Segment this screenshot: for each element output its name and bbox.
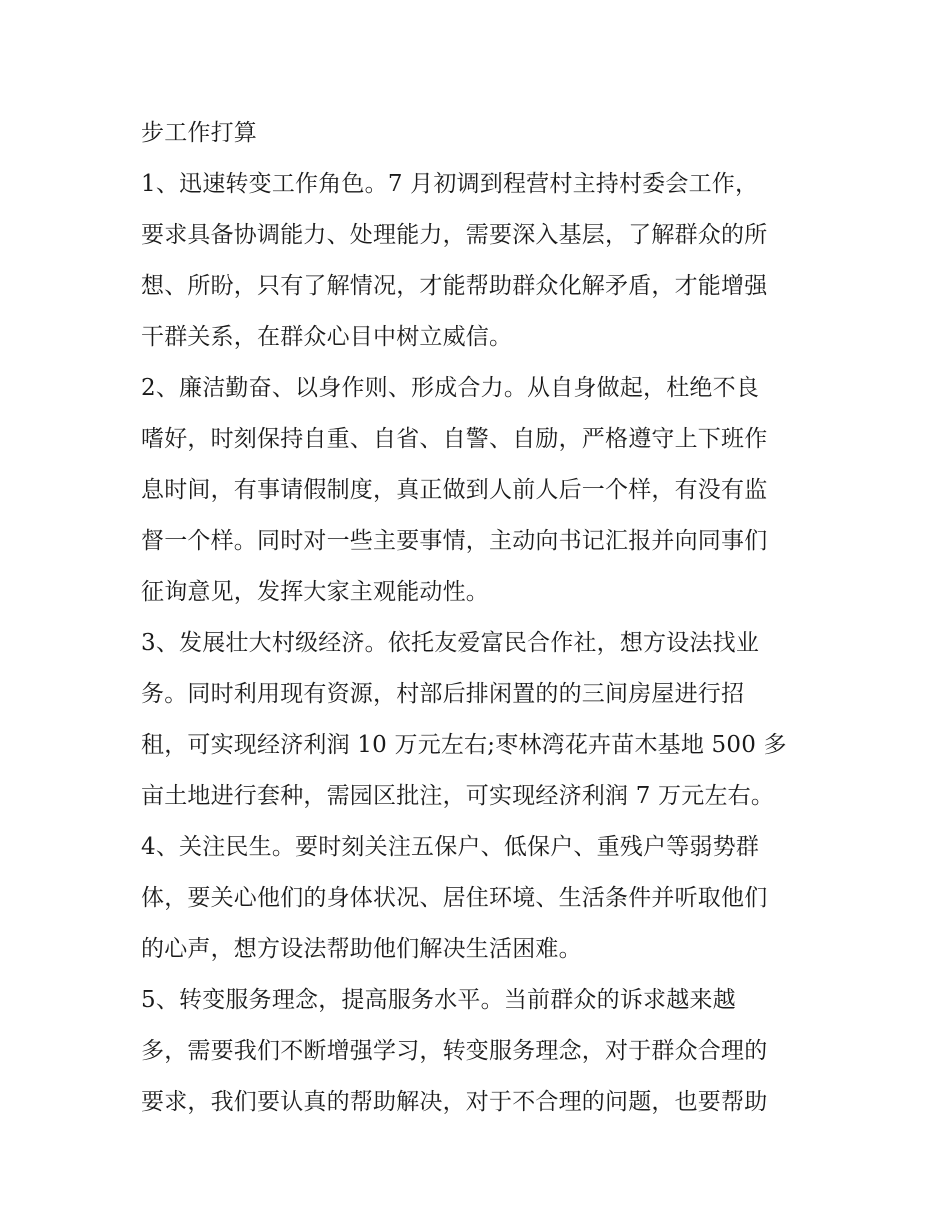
paragraph-line: 想、所盼，只有了解情况，才能帮助群众化解矛盾，才能增强 — [141, 273, 768, 299]
paragraph-2 — [141, 363, 821, 618]
paragraph-line: 息时间，有事请假制度，真正做到人前人后一个样，有没有监 — [141, 477, 768, 503]
paragraph-line: 征询意见，发挥大家主观能动性。 — [141, 579, 489, 605]
paragraph-line: 3、发展壮大村级经济。依托友爱富民合作社，想方设法找业 — [141, 630, 760, 656]
paragraph-line: 2、廉洁勤奋、以身作则、形成合力。从自身做起，杜绝不良 — [141, 375, 760, 401]
paragraph-5 — [141, 975, 821, 1128]
paragraph-line: 的心声，想方设法帮助他们解决生活困难。 — [141, 936, 582, 962]
paragraph-line: 督一个样。同时对一些主要事情，主动向书记汇报并向同事们 — [141, 528, 768, 554]
paragraph-line: 4、关注民生。要时刻关注五保户、低保户、重残户等弱势群 — [141, 834, 760, 860]
paragraph-line: 要求具备协调能力、处理能力，需要深入基层，了解群众的所 — [141, 222, 768, 248]
paragraph-4 — [141, 822, 821, 975]
paragraph-line: 多，需要我们不断增强学习，转变服务理念，对于群众合理的 — [141, 1038, 768, 1064]
section-heading: 步工作打算 — [141, 120, 257, 146]
paragraph-3 — [141, 618, 821, 822]
paragraph-line: 嗜好，时刻保持自重、自省、自警、自励，严格遵守上下班作 — [141, 426, 768, 452]
paragraph-line: 干群关系，在群众心目中树立威信。 — [141, 324, 513, 350]
paragraph-line: 务。同时利用现有资源，村部后排闲置的的三间房屋进行招 — [141, 681, 745, 707]
paragraph-1 — [141, 159, 821, 363]
paragraph-line: 体，要关心他们的身体状况、居住环境、生活条件并听取他们 — [141, 885, 768, 911]
paragraph-line: 要求，我们要认真的帮助解决，对于不合理的问题，也要帮助 — [141, 1089, 768, 1115]
document-body — [141, 108, 821, 1128]
paragraph-line: 1、迅速转变工作角色。7 月初调到程营村主持村委会工作， — [141, 171, 759, 197]
paragraph-line: 租，可实现经济利润 10 万元左右;枣林湾花卉苗木基地 500 多 — [141, 732, 787, 758]
paragraph-line: 亩土地进行套种，需园区批注，可实现经济利润 7 万元左右。 — [141, 783, 775, 809]
paragraph-line: 5、转变服务理念，提高服务水平。当前群众的诉求越来越 — [141, 987, 736, 1013]
